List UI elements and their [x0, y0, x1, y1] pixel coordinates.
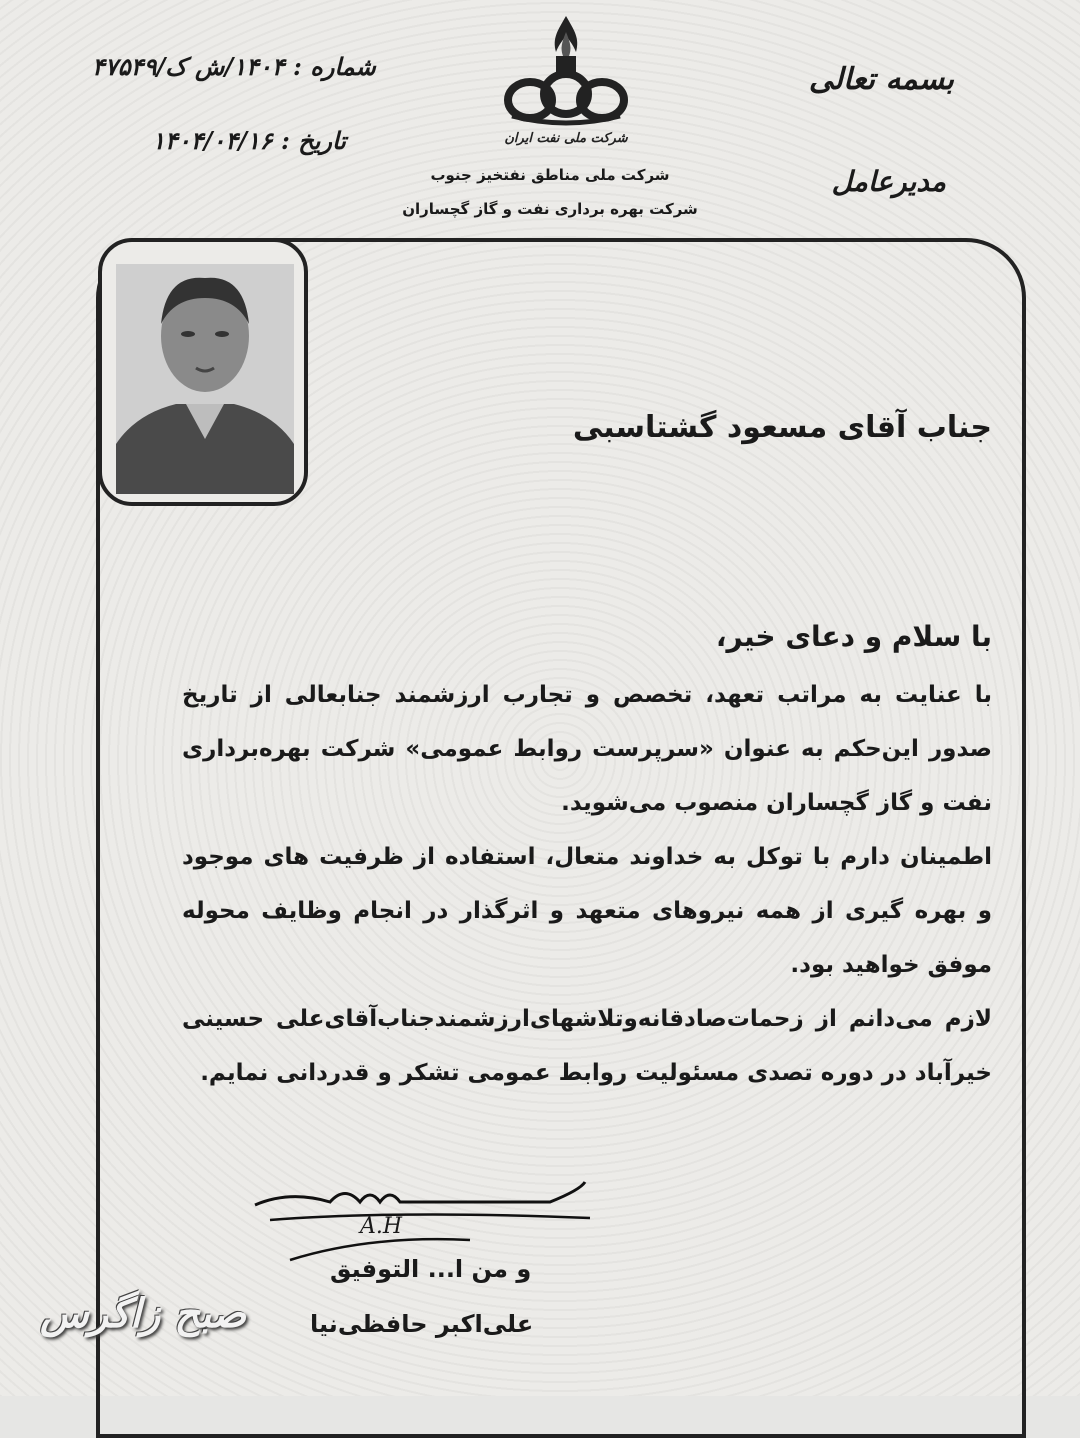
number-label: شماره : [293, 52, 376, 81]
date-value: ۱۴۰۴/۰۴/۱۶ [152, 126, 273, 155]
nioc-logo-icon [500, 12, 632, 152]
recipient-name: جناب آقای مسعود گشتاسبی [572, 410, 992, 445]
body-paragraph-3: لازم می‌دانم از زحمات‌صادقانه‌وتلاشهای‌ارزشمندجناب‌آقای‌علی حسینی خیرآباد در دوره تصدی مسئولیت روابط عمومی تشکر و قدردانی نمایم. [182, 1006, 992, 1086]
addressee-title: مدیرعامل [831, 165, 946, 198]
body-paragraph-2: اطمینان دارم با توکل به خداوند متعال، استفاده از ظرفیت های موجود و بهره گیری از همه نیروهای متعهد و اثرگذار در انجام وظایف محوله موفق خواهید بود. [182, 844, 992, 978]
date-label: تاریخ : [281, 126, 346, 155]
body-paragraph-1: با عنایت به مراتب تعهد، تخصص و تجارب ارزشمند جنابعالی از تاریخ صدور این‌حکم به عنوان «سرپرست روابط عمومی» شرکت بهره‌برداری نفت و گاز گچساران منصوب می‌شوید. [182, 682, 992, 816]
signature-initials: A.H [360, 1214, 403, 1239]
org-line-2: شرکت بهره برداری نفت و گاز گچساران [402, 200, 698, 218]
watermark [40, 1290, 270, 1380]
number-value: ۱۴۰۴/ش ک/۴۷۵۴۹ [92, 52, 285, 81]
closing-phrase: و من ا... التوفیق [330, 1255, 532, 1283]
signer-name: علی‌اکبر حافظی‌نیا [310, 1310, 534, 1338]
bismillah-heading: بسمه تعالی [808, 62, 954, 97]
recipient-photo [98, 238, 308, 506]
letter-number [92, 52, 376, 81]
greeting: با سلام و دعای خیر، [715, 620, 992, 653]
org-line-1: شرکت ملی مناطق نفتخیز جنوب [430, 166, 670, 184]
logo-caption: شرکت ملی نفت ایران [504, 131, 628, 146]
letter-date [152, 126, 346, 155]
watermark-text: صبح زاگرس [40, 1290, 247, 1337]
